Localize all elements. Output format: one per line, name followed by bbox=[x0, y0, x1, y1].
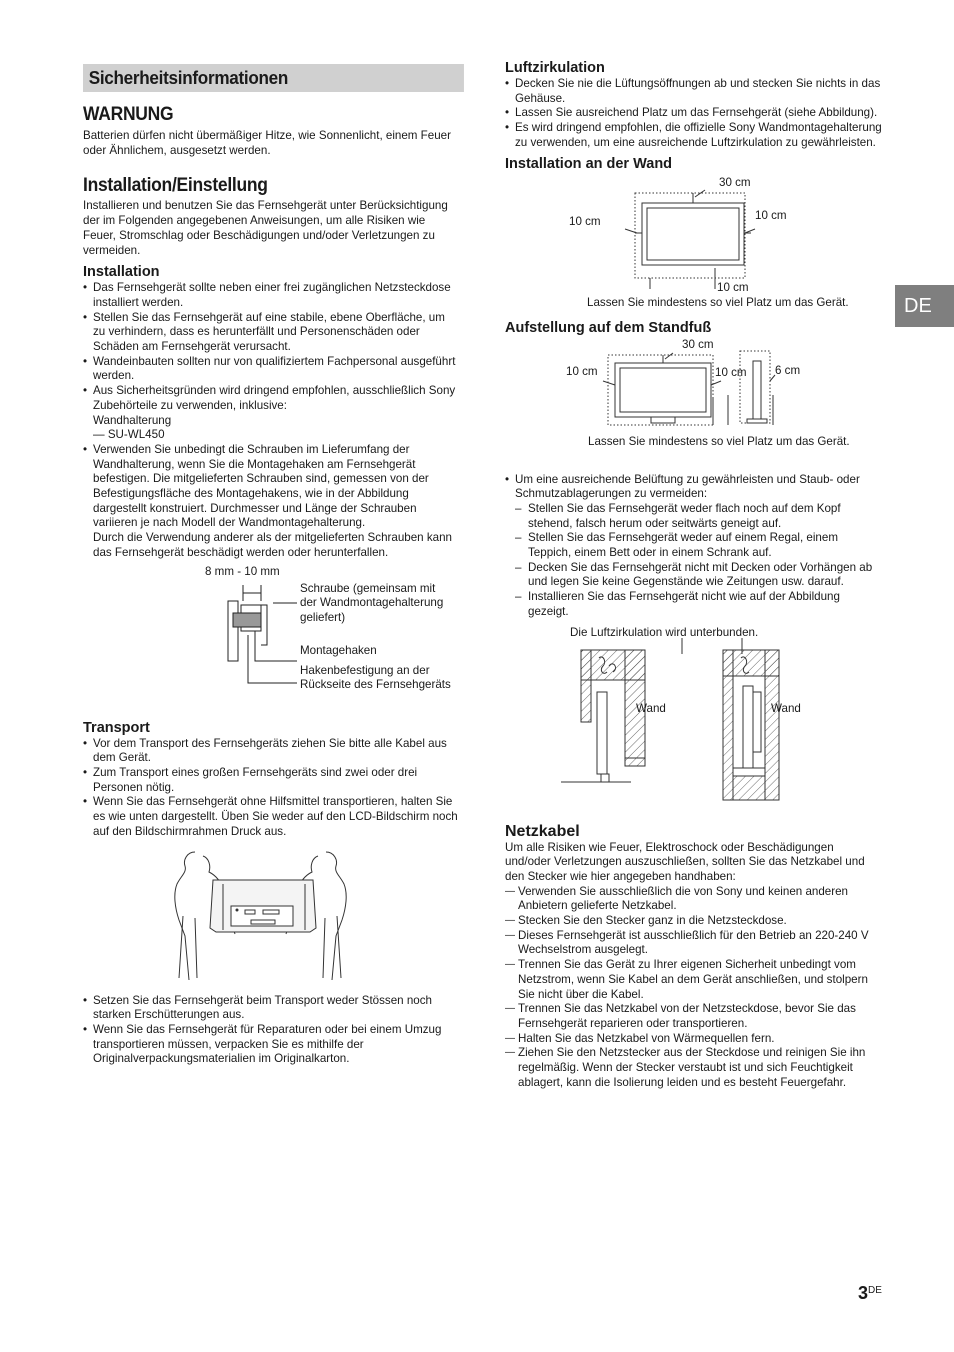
list-item: — Halten Sie das Netzkabel von Wärmequellen fern. bbox=[505, 1032, 882, 1047]
right-column bbox=[505, 60, 882, 1091]
list-item: • Lassen Sie ausreichend Platz um das Fernsehgerät (siehe Abbildung). bbox=[505, 106, 882, 121]
blocked-caption: Die Luftzirkulation wird unterbunden. bbox=[570, 625, 759, 639]
stand-top-label: 30 cm bbox=[682, 337, 714, 351]
list-item: • Setzen Sie das Fernsehgerät beim Transport weder Stössen noch starken Erschütterungen aus. bbox=[83, 994, 460, 1023]
stand-clearance-diagram bbox=[505, 337, 882, 465]
ventilation-sublist bbox=[515, 502, 882, 620]
wall-tv-illustration bbox=[505, 173, 882, 313]
netzkabel-list bbox=[505, 885, 882, 1091]
list-item: • Wandeinbauten sollten nur von qualifiziertem Fachpersonal ausgeführt werden. bbox=[83, 355, 460, 384]
wall-clearance-diagram bbox=[505, 173, 882, 313]
warnung-text: Batterien dürfen nicht übermäßiger Hitze, wie Sonnenlicht, einem Feuer oder Ähnlichem, ausgesetzt werden. bbox=[83, 129, 451, 157]
wall-bottom-label: 10 cm bbox=[717, 280, 749, 294]
list-item bbox=[505, 473, 882, 620]
list-item: – Installieren Sie das Fernsehgerät nicht wie auf der Abbildung gezeigt. bbox=[515, 590, 882, 619]
list-item: — Dieses Fernsehgerät ist ausschließlich für den Betrieb an 220-240 V Wechselstrom ausgelegt. bbox=[505, 929, 882, 958]
ventilation-list bbox=[505, 473, 882, 620]
page-number bbox=[858, 1283, 882, 1304]
list-item: • Wenn Sie das Fernsehgerät für Reparaturen oder bei einem Umzug transportieren müssen, verpacken Sie es mithilfe der Originalverpackungsmaterialien im Originalkarton. bbox=[83, 1023, 460, 1067]
accessory-text: Aus Sicherheitsgründen wird dringend empfohlen, ausschließlich Sony Zubehörteile zu verwenden, inklusive: bbox=[93, 384, 456, 412]
transport-list bbox=[83, 737, 460, 840]
list-item bbox=[83, 443, 460, 561]
section-title: Sicherheitsinformationen bbox=[83, 64, 464, 92]
screw-note: Durch die Verwendung anderer als der mitgelieferten Schrauben kann das Fernsehgerät beschädigt werden oder herunterfallen. bbox=[93, 531, 452, 559]
list-item: • Das Fernsehgerät sollte neben einer frei zugänglichen Netzsteckdose installiert werden. bbox=[83, 281, 460, 310]
wall-label-2: Wand bbox=[771, 701, 801, 715]
list-item bbox=[83, 384, 460, 443]
list-item: • Wenn Sie das Fernsehgerät ohne Hilfsmittel transportieren, halten Sie es wie unten dargestellt. Üben Sie weder auf den LCD-Bildschirm noch auf den Bildschirmrahmen Druck aus. bbox=[83, 795, 460, 839]
netzkabel-heading: Netzkabel bbox=[505, 822, 580, 840]
stand-right-label: 10 cm bbox=[715, 365, 747, 379]
wall-install-heading: Installation an der Wand bbox=[505, 155, 673, 172]
list-item: — Trennen Sie das Netzkabel von der Netzsteckdose, bevor Sie das Fernsehgerät reparieren oder transportieren. bbox=[505, 1002, 882, 1031]
page-number-value: 3 bbox=[858, 1283, 869, 1303]
hook-label: Montagehaken bbox=[300, 643, 377, 657]
wall-label-1: Wand bbox=[636, 701, 666, 715]
stand-side-label: 6 cm bbox=[775, 363, 801, 377]
list-item: — Stecken Sie den Stecker ganz in die Netzsteckdose. bbox=[505, 914, 882, 929]
luftzirkulation-list bbox=[505, 77, 882, 151]
stand-caption: Lassen Sie mindestens so viel Platz um das Gerät. bbox=[588, 434, 850, 448]
screw-text: Verwenden Sie unbedingt die Schrauben im Lieferumfang der Wandhalterung, wenn Sie die Montagehaken am Fernsehgerät befestigen. Die mitgelieferten Schrauben sind, gemessen von der Befestigungsfläche des Montagehakens, wie in der Abbildung dargestellt konstruiert. Durchmesser und Länge der Schrauben variieren je nach Modell der Wandmontagehalterung. bbox=[93, 442, 429, 530]
left-column bbox=[83, 64, 460, 1067]
screw-dimension-label: 8 mm - 10 mm bbox=[205, 564, 280, 578]
list-item: • Es wird dringend empfohlen, die offizielle Sony Wandmontagehalterung zu verwenden, um eine ausreichende Luftzirkulation zu gewährleisten. bbox=[505, 121, 882, 150]
list-item: – Stellen Sie das Fernsehgerät weder auf einem Regal, einem Teppich, einem Bett oder in einem Schrank auf. bbox=[515, 531, 882, 560]
list-item: — Trennen Sie das Gerät zu Ihrer eigenen Sicherheit unbedingt vom Netzstrom, wenn Sie Kabel an dem Gerät anschließen, und stolpern Sie nicht über die Kabel. bbox=[505, 958, 882, 1002]
list-item: • Vor dem Transport des Fernsehgeräts ziehen Sie bitte alle Kabel aus dem Gerät. bbox=[83, 737, 460, 766]
installation-list bbox=[83, 281, 460, 560]
page-number-suffix: DE bbox=[868, 1285, 882, 1296]
stand-left-label: 10 cm bbox=[566, 364, 598, 378]
blocked-airflow-illustration bbox=[505, 626, 882, 816]
list-item: — Verwenden Sie ausschließlich die von Sony und keinen anderen Anbietern gelieferte Netzkabel. bbox=[505, 885, 882, 914]
wall-right-label: 10 cm bbox=[755, 208, 787, 222]
list-item: • Decken Sie nie die Lüftungsöffnungen ab und stecken Sie nichts in das Gehäuse. bbox=[505, 77, 882, 106]
mount-label: Hakenbefestigung an der Rückseite des Fernsehgeräts bbox=[300, 663, 451, 692]
transport-list-2 bbox=[83, 994, 460, 1068]
wall-top-label: 30 cm bbox=[719, 175, 751, 189]
wall-caption: Lassen Sie mindestens so viel Platz um das Gerät. bbox=[587, 295, 849, 309]
stand-heading: Aufstellung auf dem Standfuß bbox=[505, 319, 712, 336]
warnung-heading: WARNUNG bbox=[83, 104, 174, 125]
list-item: – Stellen Sie das Fernsehgerät weder flach noch auf dem Kopf stehend, falsch herum oder seitwärts geneigt auf. bbox=[515, 502, 882, 531]
list-item: • Zum Transport eines großen Fernsehgeräts sind zwei oder drei Personen nötig. bbox=[83, 766, 460, 795]
language-tab: DE bbox=[895, 285, 954, 327]
ventilation-intro: Um eine ausreichende Belüftung zu gewährleisten und Staub- oder Schmutzablagerungen zu vermeiden: bbox=[515, 472, 860, 501]
wall-left-label: 10 cm bbox=[569, 214, 601, 228]
list-item: — Ziehen Sie den Netzstecker aus der Steckdose und reinigen Sie ihn regelmäßig. Wenn der Stecker verstaubt ist und sich Feuchtigkeit ablagert, kann die Isolierung leiden und es besteht Feuergefahr. bbox=[505, 1046, 882, 1090]
list-item: – Decken Sie das Fernsehgerät nicht mit Decken oder Vorhängen ab und legen Sie keine Gegenstände wie Zeitungen usw. darauf. bbox=[515, 561, 882, 590]
luftzirkulation-heading: Luftzirkulation bbox=[505, 60, 605, 76]
wall-bracket-label: Wandhalterung bbox=[93, 413, 172, 427]
wall-bracket-model: — SU-WL450 bbox=[93, 428, 165, 442]
netzkabel-intro: Um alle Risiken wie Feuer, Elektroschock oder Beschädigungen und/oder Verletzungen auszuschließen, sollten Sie das Netzkabel und den Stecker wie hier angegeben handhaben: bbox=[505, 840, 865, 883]
transport-heading: Transport bbox=[83, 719, 150, 736]
screw-label: Schraube (gemeinsam mit der Wandmontagehalterung geliefert) bbox=[300, 581, 444, 624]
installation-einstellung-heading: Installation/Einstellung bbox=[83, 175, 268, 197]
list-item: • Stellen Sie das Fernsehgerät auf eine stabile, ebene Oberfläche, um zu verhindern, dass es herunterfällt und Personenschäden oder Schäden am Fernsehgerät verursacht. bbox=[83, 311, 460, 355]
installation-heading: Installation bbox=[83, 264, 160, 281]
blocked-airflow-diagram bbox=[505, 626, 882, 816]
tv-carry-illustration bbox=[83, 846, 460, 986]
screw-diagram bbox=[83, 565, 460, 713]
installation-intro: Installieren und benutzen Sie das Fernsehgerät unter Berücksichtigung der im Folgenden angegebenen Anweisungen, um alle Risiken wie Feuer, Stromschlag oder Beschädigungen und/oder Verletzungen zu vermeiden. bbox=[83, 199, 448, 257]
